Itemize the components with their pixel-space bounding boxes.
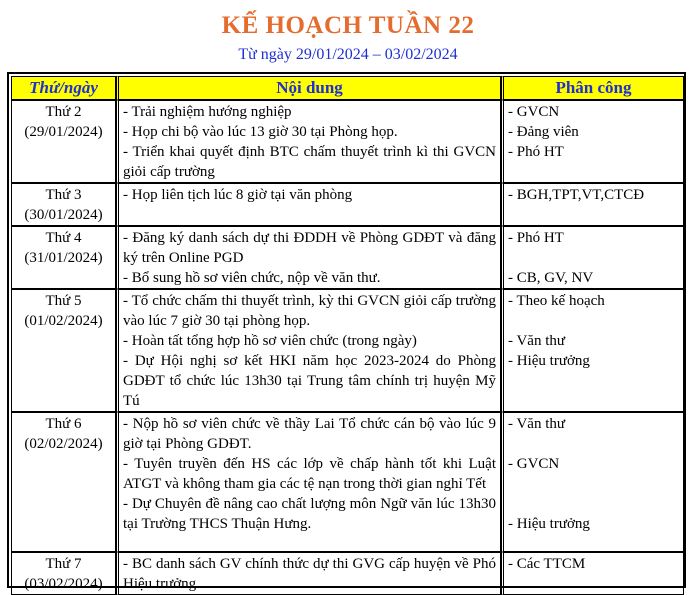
content-item: - Đăng ký danh sách dự thi ĐDDH về Phòng GDĐT và đăng ký trên Online PGD bbox=[123, 230, 496, 266]
day-cell bbox=[11, 183, 116, 226]
assign-cell bbox=[501, 100, 684, 183]
table-row bbox=[11, 226, 684, 289]
table-row bbox=[11, 100, 684, 183]
plan-title: KẾ HOẠCH TUẦN 22 bbox=[221, 12, 475, 39]
content-item: - BC danh sách GV chính thức dự thi GVG cấp huyện về Phó Hiệu trưởng. bbox=[123, 556, 496, 592]
header-content: Nội dung bbox=[116, 76, 501, 100]
content-cell bbox=[116, 412, 501, 552]
day-date: (02/02/2024) bbox=[24, 436, 103, 452]
table-row bbox=[11, 552, 684, 595]
content-cell bbox=[116, 226, 501, 289]
assign-cell bbox=[501, 412, 684, 552]
content-cell bbox=[116, 100, 501, 183]
assign-cell bbox=[501, 226, 684, 289]
day-label: Thứ 7 bbox=[45, 556, 82, 572]
content-item: - Dự Chuyên đề nâng cao chất lượng môn Ngữ văn lúc 13h30 tại Trường THCS Thuận Hưng. bbox=[123, 496, 496, 532]
day-date: (31/01/2024) bbox=[24, 250, 103, 266]
content-cell bbox=[116, 289, 501, 412]
day-label: Thứ 3 bbox=[45, 187, 82, 203]
date-range: Từ ngày 29/01/2024 – 03/02/2024 bbox=[238, 46, 458, 63]
day-date: (01/02/2024) bbox=[24, 313, 103, 329]
day-cell bbox=[11, 552, 116, 595]
assign-item: - GVCN bbox=[508, 104, 560, 120]
content-item: - Họp chi bộ vào lúc 13 giờ 30 tại Phòng họp. bbox=[123, 124, 398, 140]
content-item: - Trải nghiệm hướng nghiệp bbox=[123, 104, 292, 120]
content-item: - Tuyên truyền đến HS các lớp về chấp hành tốt khi Luật ATGT và không tham gia các tệ nạn trong thời gian nghỉ Tết bbox=[123, 456, 496, 492]
day-cell bbox=[11, 100, 116, 183]
day-label: Thứ 6 bbox=[45, 416, 82, 432]
assign-item: - Đảng viên bbox=[508, 124, 579, 140]
assign-cell bbox=[501, 552, 684, 595]
content-item: - Tổ chức chấm thi thuyết trình, kỳ thi GVCN giỏi cấp trường vào lúc 7 giờ 30 tại phòng họp. bbox=[123, 293, 496, 329]
content-cell bbox=[116, 183, 501, 226]
table-row bbox=[11, 289, 684, 412]
header-day: Thứ/ngày bbox=[11, 76, 116, 100]
assign-item: - Hiệu trưởng bbox=[508, 353, 590, 369]
day-date: (29/01/2024) bbox=[24, 124, 103, 140]
content-item: - Họp liên tịch lúc 8 giờ tại văn phòng bbox=[123, 187, 353, 203]
assign-cell bbox=[501, 289, 684, 412]
content-cell bbox=[116, 552, 501, 595]
assign-item: - Theo kế hoạch bbox=[508, 293, 605, 309]
content-item: - Hoàn tất tổng hợp hồ sơ viên chức (trong ngày) bbox=[123, 333, 417, 349]
assign-item: - Phó HT bbox=[508, 144, 564, 160]
table-row bbox=[11, 183, 684, 226]
content-item: - Dự Hội nghị sơ kết HKI năm học 2023-2024 do Phòng GDĐT tổ chức lúc 13h30 tại Trung tâm chính trị huyện Mỹ Tú bbox=[123, 353, 496, 409]
weekly-plan-table bbox=[11, 76, 684, 595]
day-cell bbox=[11, 412, 116, 552]
assign-item: - Văn thư bbox=[508, 416, 566, 432]
day-label: Thứ 2 bbox=[45, 104, 82, 120]
header-assign: Phân công bbox=[501, 76, 684, 100]
assign-item: - Văn thư bbox=[508, 333, 566, 349]
assign-cell bbox=[501, 183, 684, 226]
table-row bbox=[11, 412, 684, 552]
day-label: Thứ 5 bbox=[45, 293, 82, 309]
assign-item: - Hiệu trưởng bbox=[508, 516, 590, 532]
day-date: (30/01/2024) bbox=[24, 207, 103, 223]
assign-item: - Phó HT bbox=[508, 230, 564, 246]
assign-item: - BGH,TPT,VT,CTCĐ bbox=[508, 187, 645, 203]
assign-item: - Các TTCM bbox=[508, 556, 586, 572]
table-header-row bbox=[11, 76, 684, 100]
content-item: - Triển khai quyết định BTC chấm thuyết trình kì thi GVCN giỏi cấp trường bbox=[123, 144, 496, 180]
day-cell bbox=[11, 289, 116, 412]
assign-item: - CB, GV, NV bbox=[508, 270, 594, 286]
content-item: - Nộp hồ sơ viên chức về thầy Lai Tổ chức cán bộ vào lúc 9 giờ tại Phòng GDĐT. bbox=[123, 416, 496, 452]
day-label: Thứ 4 bbox=[45, 230, 82, 246]
content-item: - Bổ sung hồ sơ viên chức, nộp về văn thư. bbox=[123, 270, 381, 286]
day-date: (03/02/2024) bbox=[24, 576, 103, 592]
day-cell bbox=[11, 226, 116, 289]
assign-item: - GVCN bbox=[508, 456, 560, 472]
